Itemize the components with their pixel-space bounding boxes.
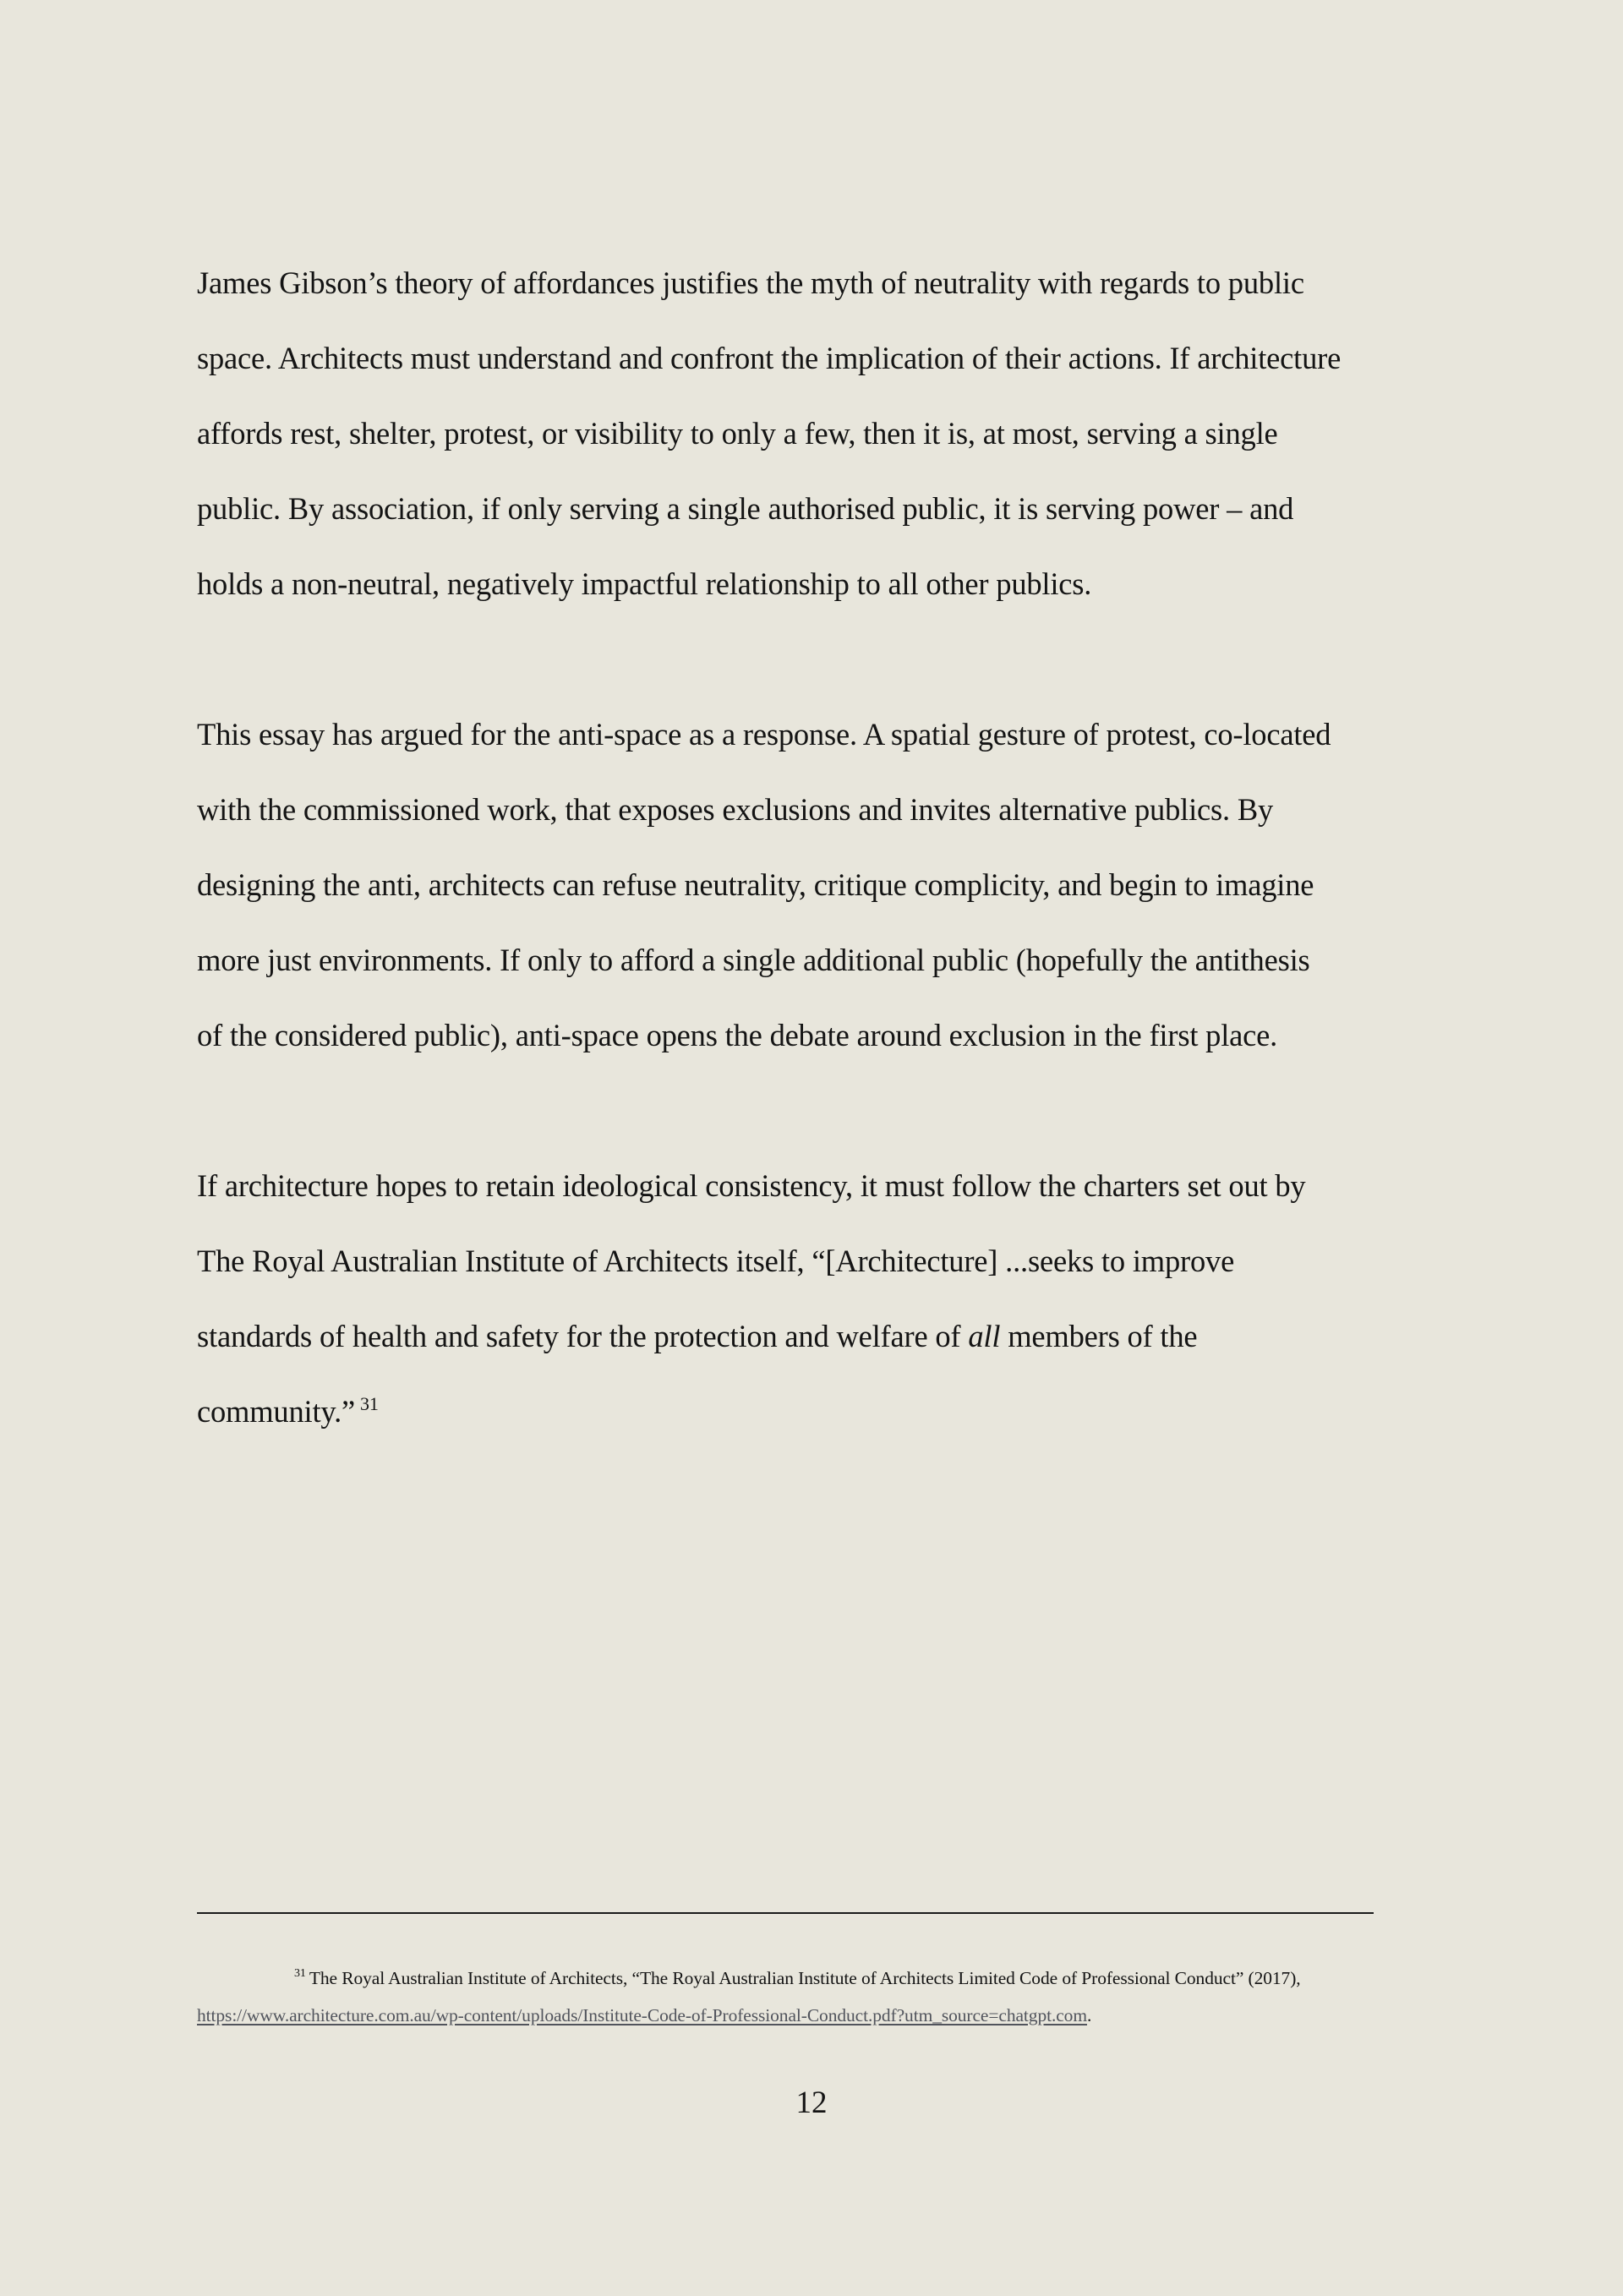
footnote-text: The Royal Australian Institute of Architects, “The Royal Australian Institute of Architects Limited Code of Professional Conduct” (2017), — [309, 1968, 1301, 1988]
footnote-link[interactable]: https://www.architecture.com.au/wp-content/uploads/Institute-Code-of-Professional-Conduct.pdf?utm_source=chatgpt.com — [197, 2005, 1087, 2025]
footnote-number: 31 — [294, 1967, 306, 1980]
text-line: community.” — [197, 1394, 356, 1429]
text-line: space. Architects must understand and confront the implication of their actions. If architecture — [197, 341, 1342, 375]
paragraph-2 — [197, 697, 1440, 1073]
text-line: designing the anti, architects can refuse neutrality, critique complicity, and begin to imagine — [197, 867, 1314, 902]
footnote-reference[interactable]: 31 — [360, 1393, 379, 1414]
footnote-trailing: . — [1086, 2005, 1092, 2025]
text-line: affords rest, shelter, protest, or visibility to only a few, then it is, at most, serving a single — [197, 416, 1278, 451]
text-line: If architecture hopes to retain ideological consistency, it must follow the charters set out by — [197, 1168, 1306, 1203]
text-line: James Gibson’s theory of affordances justifies the myth of neutrality with regards to public — [197, 265, 1304, 300]
footnote-line — [197, 1998, 1431, 2033]
paragraph-1 — [197, 245, 1440, 621]
text-line: This essay has argued for the anti-space as a response. A spatial gesture of protest, co-located — [197, 717, 1331, 752]
text-line: members of the — [1000, 1319, 1198, 1353]
footnote — [197, 1961, 1431, 2033]
footnote-separator — [197, 1912, 1374, 1914]
text-line: with the commissioned work, that exposes exclusions and invites alternative publics. By — [197, 792, 1274, 827]
text-line: of the considered public), anti-space opens the debate around exclusion in the first place. — [197, 1018, 1278, 1052]
text-line: standards of health and safety for the protection and welfare of — [197, 1319, 969, 1353]
text-line: The Royal Australian Institute of Architects itself, “[Architecture] ...seeks to improve — [197, 1244, 1235, 1278]
text-line: public. By association, if only serving a single authorised public, it is serving power – and — [197, 491, 1294, 526]
page-number: 12 — [795, 2086, 828, 2120]
text-line: more just environments. If only to afford a single additional public (hopefully the antithesis — [197, 943, 1310, 977]
emphasis-text: all — [968, 1319, 1001, 1353]
body-text — [197, 245, 1440, 1528]
text-line: holds a non-neutral, negatively impactful relationship to all other publics. — [197, 566, 1092, 601]
paragraph-3 — [197, 1148, 1440, 1453]
footnote-line — [197, 1961, 1431, 1998]
